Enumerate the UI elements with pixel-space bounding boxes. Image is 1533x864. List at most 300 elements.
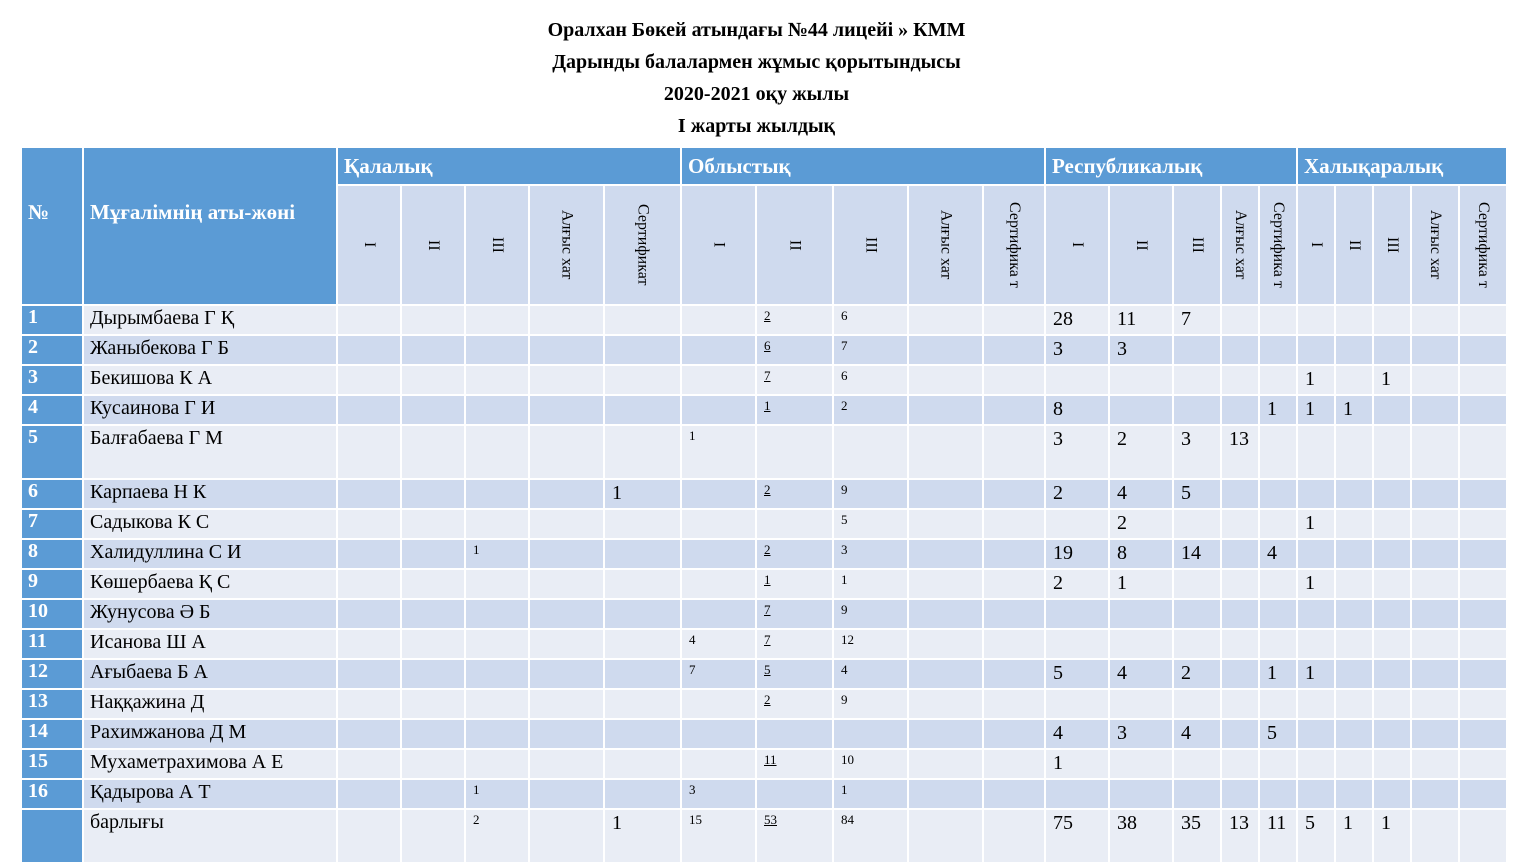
table-cell <box>1373 509 1411 539</box>
table-cell <box>1221 395 1259 425</box>
table-cell <box>529 779 604 809</box>
subheader-19: Сертифика т <box>1459 185 1507 305</box>
table-cell <box>681 539 756 569</box>
table-cell <box>1335 659 1373 689</box>
table-cell <box>1459 395 1507 425</box>
table-cell <box>604 689 681 719</box>
row-number: 10 <box>21 599 83 629</box>
row-number: 14 <box>21 719 83 749</box>
table-cell: 2 <box>465 809 529 863</box>
table-cell <box>983 509 1045 539</box>
table-cell <box>1335 689 1373 719</box>
table-cell: 5 <box>1045 659 1109 689</box>
table-cell <box>401 599 465 629</box>
table-cell <box>681 365 756 395</box>
table-cell <box>604 395 681 425</box>
table-cell <box>1459 539 1507 569</box>
table-cell <box>465 659 529 689</box>
subheader-16: ІІ <box>1335 185 1373 305</box>
table-cell <box>756 779 833 809</box>
table-cell <box>604 425 681 479</box>
table-cell <box>604 365 681 395</box>
table-cell: 2 <box>756 689 833 719</box>
document-titles <box>0 14 1513 142</box>
subheader-3: Алғыс хат <box>529 185 604 305</box>
table-cell <box>1335 365 1373 395</box>
table-cell <box>1373 305 1411 335</box>
table-cell: 4 <box>1045 719 1109 749</box>
table-cell <box>1373 749 1411 779</box>
table-cell <box>604 719 681 749</box>
table-cell <box>337 809 401 863</box>
table-cell <box>1411 479 1459 509</box>
table-cell <box>1221 779 1259 809</box>
table-cell <box>1259 305 1297 335</box>
table-cell <box>983 659 1045 689</box>
table-cell: 6 <box>833 305 908 335</box>
table-cell <box>337 629 401 659</box>
table-cell <box>1335 749 1373 779</box>
table-cell: 3 <box>1045 335 1109 365</box>
table-cell <box>1411 395 1459 425</box>
table-cell: 11 <box>1259 809 1297 863</box>
table-cell: 6 <box>833 365 908 395</box>
teacher-name: Жаныбекова Г Б <box>83 335 337 365</box>
table-cell <box>1411 569 1459 599</box>
table-cell <box>401 335 465 365</box>
teacher-name: Бекишова К А <box>83 365 337 395</box>
table-cell <box>401 749 465 779</box>
table-row <box>21 509 1507 539</box>
table-cell <box>1221 629 1259 659</box>
table-cell <box>1221 335 1259 365</box>
subheader-4: Сертификат <box>604 185 681 305</box>
table-cell <box>908 509 983 539</box>
row-number <box>21 809 83 863</box>
table-cell <box>1335 479 1373 509</box>
table-cell: 3 <box>1109 719 1173 749</box>
table-cell <box>908 779 983 809</box>
table-cell <box>681 479 756 509</box>
table-cell <box>1411 719 1459 749</box>
table-cell: 1 <box>604 479 681 509</box>
table-cell <box>401 719 465 749</box>
table-cell <box>1373 779 1411 809</box>
table-cell <box>529 305 604 335</box>
table-cell <box>337 569 401 599</box>
table-cell: 1 <box>465 539 529 569</box>
table-cell: 7 <box>1173 305 1221 335</box>
table-cell <box>1459 425 1507 479</box>
subheader-11: ІІ <box>1109 185 1173 305</box>
table-cell <box>529 335 604 365</box>
table-cell <box>529 365 604 395</box>
table-cell <box>1297 749 1335 779</box>
table-cell <box>681 305 756 335</box>
table-cell: 7 <box>681 659 756 689</box>
table-cell <box>1459 689 1507 719</box>
table-cell: 75 <box>1045 809 1109 863</box>
table-cell <box>529 599 604 629</box>
group-region-header: Облыстық <box>681 147 1045 185</box>
subheader-13: Алғыс хат <box>1221 185 1259 305</box>
table-cell <box>465 689 529 719</box>
table-cell: 9 <box>833 479 908 509</box>
table-cell <box>908 365 983 395</box>
title-line-4: І жарты жылдық <box>677 115 836 137</box>
table-cell: 9 <box>833 599 908 629</box>
table-cell <box>604 539 681 569</box>
subheader-5: І <box>681 185 756 305</box>
table-cell <box>1373 689 1411 719</box>
table-cell <box>1297 719 1335 749</box>
title-line-2: Дарынды балалармен жұмыс қорытындысы <box>552 51 961 73</box>
table-cell <box>401 509 465 539</box>
table-cell <box>1221 659 1259 689</box>
table-cell <box>337 509 401 539</box>
table-cell <box>1297 305 1335 335</box>
table-cell <box>1045 629 1109 659</box>
table-cell <box>604 509 681 539</box>
table-cell: 2 <box>756 539 833 569</box>
table-cell <box>1459 779 1507 809</box>
table-cell <box>1335 779 1373 809</box>
table-cell <box>1411 305 1459 335</box>
table-cell: 2 <box>756 305 833 335</box>
table-cell <box>529 629 604 659</box>
table-cell <box>1297 629 1335 659</box>
row-number: 8 <box>21 539 83 569</box>
table-cell <box>337 689 401 719</box>
table-cell <box>983 629 1045 659</box>
table-cell <box>1411 659 1459 689</box>
table-cell <box>465 365 529 395</box>
table-cell <box>465 569 529 599</box>
subheader-14: Сертифика т <box>1259 185 1297 305</box>
table-cell: 1 <box>1297 569 1335 599</box>
table-cell <box>1259 335 1297 365</box>
table-cell: 28 <box>1045 305 1109 335</box>
table-cell: 2 <box>1109 425 1173 479</box>
table-cell <box>1173 509 1221 539</box>
table-cell: 9 <box>833 689 908 719</box>
table-cell <box>1335 719 1373 749</box>
table-cell: 53 <box>756 809 833 863</box>
table-cell <box>908 479 983 509</box>
table-cell <box>1173 749 1221 779</box>
table-cell <box>337 365 401 395</box>
table-cell <box>1459 305 1507 335</box>
table-row <box>21 599 1507 629</box>
table-cell <box>1459 629 1507 659</box>
table-cell <box>1335 425 1373 479</box>
table-cell <box>983 749 1045 779</box>
table-cell: 11 <box>756 749 833 779</box>
table-cell: 1 <box>1109 569 1173 599</box>
teacher-name: Жунусова Ә Б <box>83 599 337 629</box>
table-row <box>21 749 1507 779</box>
table-cell <box>529 539 604 569</box>
table-cell: 4 <box>1109 479 1173 509</box>
table-cell <box>1109 599 1173 629</box>
table-cell <box>465 599 529 629</box>
table-row <box>21 719 1507 749</box>
table-cell <box>983 479 1045 509</box>
table-cell: 84 <box>833 809 908 863</box>
row-number: 3 <box>21 365 83 395</box>
table-cell <box>465 749 529 779</box>
table-cell: 7 <box>833 335 908 365</box>
table-cell <box>681 689 756 719</box>
table-cell: 3 <box>1173 425 1221 479</box>
col-teacher-header: Мұғалімнің аты-жөні <box>83 147 337 305</box>
table-cell <box>1259 689 1297 719</box>
table-cell <box>1459 365 1507 395</box>
table-cell <box>1109 365 1173 395</box>
subheader-7: ІІІ <box>833 185 908 305</box>
table-cell <box>337 395 401 425</box>
table-cell <box>401 365 465 395</box>
table-cell <box>1335 305 1373 335</box>
table-cell <box>1411 779 1459 809</box>
table-cell <box>604 779 681 809</box>
table-cell <box>681 599 756 629</box>
table-cell <box>604 629 681 659</box>
subheader-10: І <box>1045 185 1109 305</box>
title-line-3: 2020-2021 оқу жылы <box>663 83 850 105</box>
subheader-8: Алғыс хат <box>908 185 983 305</box>
table-cell <box>1411 539 1459 569</box>
table-cell: 11 <box>1109 305 1173 335</box>
table-cell <box>529 809 604 863</box>
results-table <box>20 146 1508 864</box>
table-cell <box>1411 809 1459 863</box>
table-cell: 2 <box>1045 569 1109 599</box>
table-cell: 7 <box>756 365 833 395</box>
subheader-9: Сертифика т <box>983 185 1045 305</box>
table-cell: 1 <box>465 779 529 809</box>
table-row <box>21 629 1507 659</box>
table-row <box>21 365 1507 395</box>
group-republic-header: Республикалық <box>1045 147 1297 185</box>
table-row <box>21 425 1507 479</box>
table-cell <box>1373 425 1411 479</box>
table-cell: 1 <box>1297 365 1335 395</box>
table-cell <box>604 335 681 365</box>
table-cell: 1 <box>1259 659 1297 689</box>
table-cell <box>1411 425 1459 479</box>
table-cell <box>983 425 1045 479</box>
table-cell <box>1259 629 1297 659</box>
table-cell <box>1221 569 1259 599</box>
table-cell: 1 <box>756 395 833 425</box>
table-cell <box>1373 629 1411 659</box>
table-cell <box>465 305 529 335</box>
table-cell: 35 <box>1173 809 1221 863</box>
table-cell <box>908 809 983 863</box>
table-cell <box>1259 749 1297 779</box>
table-cell: 19 <box>1045 539 1109 569</box>
table-cell <box>1045 365 1109 395</box>
subheader-1: ІІ <box>401 185 465 305</box>
table-row <box>21 689 1507 719</box>
table-cell: 1 <box>1373 809 1411 863</box>
table-cell <box>908 689 983 719</box>
table-cell <box>337 335 401 365</box>
table-row <box>21 305 1507 335</box>
table-cell <box>1335 629 1373 659</box>
teacher-name: Кусаинова Г И <box>83 395 337 425</box>
table-cell <box>908 659 983 689</box>
table-cell <box>1173 365 1221 395</box>
teacher-name: Наққажина Д <box>83 689 337 719</box>
table-cell <box>908 335 983 365</box>
table-cell: 1 <box>833 779 908 809</box>
table-cell <box>1373 659 1411 689</box>
table-cell: 4 <box>833 659 908 689</box>
table-cell <box>1297 479 1335 509</box>
table-cell <box>1411 365 1459 395</box>
table-cell <box>337 425 401 479</box>
table-cell <box>401 689 465 719</box>
table-row <box>21 479 1507 509</box>
table-cell <box>1045 599 1109 629</box>
table-cell: 13 <box>1221 425 1259 479</box>
subheader-18: Алғыс хат <box>1411 185 1459 305</box>
table-cell <box>1459 749 1507 779</box>
table-cell <box>1221 539 1259 569</box>
table-cell: 1 <box>1045 749 1109 779</box>
table-cell <box>908 539 983 569</box>
table-cell: 4 <box>1109 659 1173 689</box>
table-cell <box>983 779 1045 809</box>
table-cell <box>1459 659 1507 689</box>
subheader-6: ІІ <box>756 185 833 305</box>
teacher-name: Мухаметрахимова А Е <box>83 749 337 779</box>
table-cell <box>681 749 756 779</box>
table-cell <box>983 689 1045 719</box>
teacher-name: Ағыбаева Б А <box>83 659 337 689</box>
table-cell: 12 <box>833 629 908 659</box>
table-cell: 3 <box>833 539 908 569</box>
table-cell: 3 <box>1109 335 1173 365</box>
table-row <box>21 809 1507 863</box>
table-cell <box>401 569 465 599</box>
table-cell <box>1335 599 1373 629</box>
table-cell: 3 <box>681 779 756 809</box>
table-cell <box>465 395 529 425</box>
table-cell <box>1109 689 1173 719</box>
teacher-name: барлығы <box>83 809 337 863</box>
table-cell <box>1259 779 1297 809</box>
table-cell <box>1045 509 1109 539</box>
table-cell: 1 <box>1259 395 1297 425</box>
row-number: 13 <box>21 689 83 719</box>
row-number: 5 <box>21 425 83 479</box>
table-cell <box>1373 569 1411 599</box>
table-cell <box>604 659 681 689</box>
table-cell: 4 <box>1259 539 1297 569</box>
table-cell <box>1109 749 1173 779</box>
table-cell <box>1459 809 1507 863</box>
table-cell <box>1109 629 1173 659</box>
table-cell <box>1173 335 1221 365</box>
table-row <box>21 395 1507 425</box>
table-cell <box>1259 509 1297 539</box>
table-cell: 5 <box>1259 719 1297 749</box>
table-cell <box>337 659 401 689</box>
teacher-name: Рахимжанова Д М <box>83 719 337 749</box>
table-cell: 7 <box>756 599 833 629</box>
table-cell <box>1411 749 1459 779</box>
table-cell <box>401 395 465 425</box>
table-cell <box>337 749 401 779</box>
subheader-15: І <box>1297 185 1335 305</box>
table-cell <box>337 719 401 749</box>
table-cell <box>681 395 756 425</box>
row-number: 1 <box>21 305 83 335</box>
table-cell <box>604 305 681 335</box>
table-cell <box>1109 779 1173 809</box>
table-cell <box>1173 599 1221 629</box>
table-cell <box>1411 509 1459 539</box>
table-cell <box>983 809 1045 863</box>
table-row <box>21 335 1507 365</box>
table-cell <box>1335 539 1373 569</box>
table-cell <box>1045 689 1109 719</box>
table-cell <box>401 425 465 479</box>
table-cell <box>1173 395 1221 425</box>
table-cell <box>465 509 529 539</box>
table-cell <box>1259 479 1297 509</box>
table-cell <box>337 479 401 509</box>
table-cell <box>983 539 1045 569</box>
table-cell <box>1297 599 1335 629</box>
table-cell <box>983 569 1045 599</box>
table-cell <box>1335 569 1373 599</box>
table-cell <box>529 425 604 479</box>
row-number: 16 <box>21 779 83 809</box>
table-cell <box>908 425 983 479</box>
row-number: 15 <box>21 749 83 779</box>
table-cell <box>1173 779 1221 809</box>
table-cell <box>908 719 983 749</box>
table-cell <box>1221 479 1259 509</box>
table-cell: 5 <box>756 659 833 689</box>
table-cell <box>1297 539 1335 569</box>
table-cell: 2 <box>1045 479 1109 509</box>
teacher-name: Балғабаева Г М <box>83 425 337 479</box>
table-cell <box>908 395 983 425</box>
table-cell <box>465 719 529 749</box>
table-cell <box>604 569 681 599</box>
table-cell <box>1259 569 1297 599</box>
table-cell <box>529 659 604 689</box>
table-cell: 5 <box>1173 479 1221 509</box>
table-cell <box>337 599 401 629</box>
row-number: 12 <box>21 659 83 689</box>
table-cell <box>681 335 756 365</box>
table-cell <box>465 479 529 509</box>
teacher-name: Халидуллина С И <box>83 539 337 569</box>
table-cell: 2 <box>1109 509 1173 539</box>
subheader-17: ІІІ <box>1373 185 1411 305</box>
table-cell <box>1221 365 1259 395</box>
table-cell <box>1297 689 1335 719</box>
table-cell <box>401 809 465 863</box>
table-cell <box>1259 365 1297 395</box>
group-city-header: Қалалық <box>337 147 681 185</box>
